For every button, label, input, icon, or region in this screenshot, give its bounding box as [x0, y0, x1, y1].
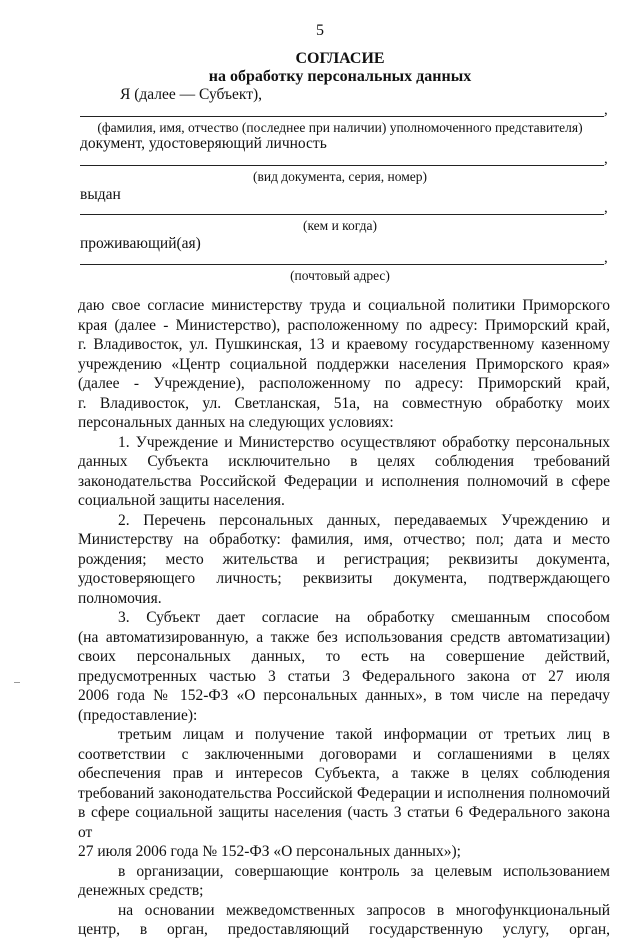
comma: , — [604, 250, 608, 266]
body-line: даю свое согласие министерству труда и социальной политики Приморского — [78, 297, 610, 314]
residing-label: проживающий(ая) — [80, 235, 201, 252]
clause-1-line: данных Субъекта исключительно в целях соблюдения требований — [78, 453, 610, 470]
document-title: СОГЛАСИЕ — [295, 50, 385, 67]
organizations-line: в организации, совершающие контроль за целевым использованием — [118, 862, 610, 880]
clause-3-line: предусмотренных частью 3 статьи 3 Федерального закона от 27 июля — [78, 667, 610, 685]
clause-3-line: 3. Субъект дает согласие на обработку смешанным способом — [118, 609, 610, 626]
clause-3-line: 2006 года № 152-ФЗ «О персональных данных», в том числе на передачу — [78, 687, 610, 704]
clause-2-line: удостоверяющего личность; реквизиты документа, подтверждающего — [78, 570, 610, 587]
clause-2-line: рождения; место жительства и регистрация; реквизиты документа, — [78, 550, 610, 568]
third-parties-line: требований законодательства Российской Федерации и исполнения полномочий — [78, 784, 610, 802]
issued-label: выдан — [80, 186, 121, 203]
body-line: г. Владивосток, ул. Светланская, 51а, на совместную обработку моих — [78, 394, 610, 412]
clause-3-line: своих персональных данных, то есть на совершение действий, — [78, 648, 610, 665]
body-line: учреждению «Центр социальной поддержки населения Приморского края» — [78, 355, 610, 373]
address-line — [80, 264, 604, 265]
clause-1-line: социальной защиты населения. — [78, 492, 285, 509]
third-parties-line: 27 июля 2006 года № 152-ФЗ «О персональных данных»); — [78, 843, 461, 860]
third-parties-line: обеспечения прав и интересов Субъекта, а также в целях соблюдения — [78, 765, 610, 782]
interagency-line: на основании межведомственных запросов в многофункциональный — [118, 901, 610, 919]
clause-2-line: Министерству на обработку: фамилия, имя, отчество; пол; дата и место — [78, 531, 610, 548]
organizations-line: денежных средств; — [78, 882, 204, 899]
page-number: 5 — [316, 22, 324, 39]
clause-3-line: (предоставление): — [78, 706, 198, 724]
margin-mark — [14, 682, 20, 683]
comma: , — [604, 200, 608, 216]
issued-caption: (кем и когда) — [302, 218, 378, 233]
document-label: документ, удостоверяющий личность — [80, 135, 327, 152]
clause-2-line: полномочия. — [78, 589, 162, 607]
issued-line — [80, 214, 604, 215]
fio-caption: (фамилия, имя, отчество (последнее при наличии) уполномоченного представителя) — [97, 120, 583, 135]
fio-line — [80, 116, 604, 117]
document-line — [80, 165, 604, 166]
body-line: г. Владивосток, ул. Пушкинская, 13 и краевому государственному казенному — [78, 336, 610, 353]
third-parties-line: в сфере социальной защиты населения (часть 3 статьи 6 Федерального закона от — [78, 804, 610, 841]
body-line: персональных данных на следующих условиях: — [78, 414, 394, 431]
clause-1-line: 1. Учреждение и Министерство осуществляют обработку персональных — [118, 433, 610, 451]
third-parties-line: третьим лицам и получение такой информации от третьих лиц в — [118, 726, 610, 743]
intro-text: Я (далее — Субъект), — [120, 86, 263, 103]
consent-body — [78, 296, 610, 940]
address-caption: (почтовый адрес) — [290, 268, 390, 283]
clause-1-line: законодательства Российской Федерации и исполнения полномочий в сфере — [78, 472, 610, 490]
body-line: края (далее - Министерство), расположенному по адресу: Приморский край, — [78, 316, 610, 334]
document-subtitle: на обработку персональных данных — [208, 68, 472, 85]
clause-3-line: (на автоматизированную, а также без использования средств автоматизации) — [78, 628, 610, 646]
clause-2-line: 2. Перечень персональных данных, передаваемых Учреждению и — [118, 511, 610, 529]
comma: , — [604, 151, 608, 167]
body-line: (далее - Учреждение), расположенному по адресу: Приморский край, — [78, 375, 610, 392]
document-caption: (вид документа, серия, номер) — [252, 169, 428, 184]
interagency-line: центр, в орган, предоставляющий государственную услугу, орган, — [78, 921, 610, 938]
third-parties-line: соответствии с заключенными договорами и соглашениями в целях — [78, 745, 610, 763]
comma: , — [604, 102, 608, 118]
